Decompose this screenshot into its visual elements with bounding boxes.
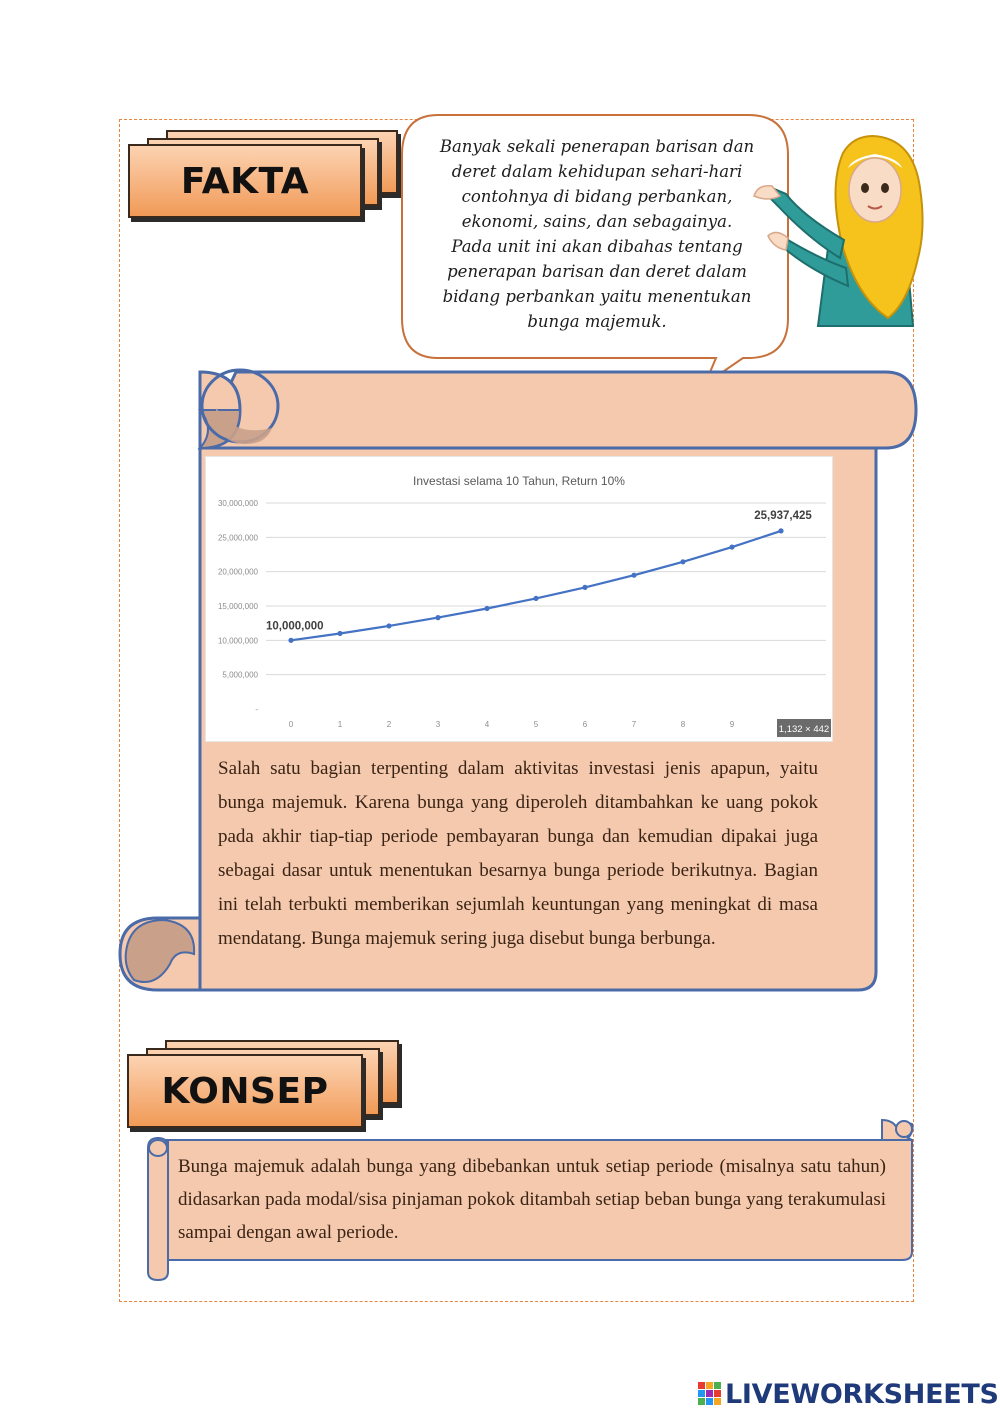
y-tick-label: 15,000,000 [217, 602, 258, 611]
x-tick-label: 6 [582, 720, 588, 729]
konsep-banner [127, 1038, 399, 1130]
data-point [729, 544, 734, 549]
x-tick-label: 1 [337, 720, 343, 729]
bubble-line: bunga majemuk. [527, 312, 667, 331]
konsep-title: KONSEP [161, 1070, 329, 1112]
x-tick-label: 4 [484, 720, 490, 729]
x-tick-label: 7 [631, 720, 637, 729]
bubble-line: penerapan barisan dan deret dalam [447, 262, 747, 281]
liveworksheets-grid-icon [697, 1381, 723, 1407]
data-point [337, 631, 342, 636]
bubble-line: contohnya di bidang perbankan, [461, 187, 733, 206]
series-line [291, 531, 781, 640]
investment-chart [205, 456, 833, 742]
konsep-paragraph: Bunga majemuk adalah bunga yang dibebankan untuk setiap periode (misalnya satu tahun) didasarkan pada modal/sisa pinjaman pokok ditambah setiap beban bunga yang terakumulasi sampai dengan awal periode. [178, 1156, 886, 1243]
bubble-line: Pada unit ini akan dibahas tentang [451, 237, 743, 256]
bubble-line: Banyak sekali penerapan barisan dan [439, 137, 755, 156]
x-tick-label: 8 [680, 720, 686, 729]
bubble-line: deret dalam kehidupan sehari-hari [451, 162, 743, 181]
x-tick-label: 5 [533, 720, 539, 729]
bubble-line: ekonomi, sains, dan sebagainya. [461, 212, 733, 231]
data-point [435, 615, 440, 620]
data-point [484, 606, 489, 611]
fakta-paragraph: Salah satu bagian terpenting dalam aktivitas investasi jenis apapun, yaitu bunga majemuk. Karena bunga yang diperoleh ditambahkan ke uang pokok pada akhir tiap-tiap periode pembayaran bunga dan kemudian dipakai juga sebagai dasar untuk menentukan besarnya bunga periode berikutnya. Bagian ini telah terbukti memberikan sejumlah keuntungan yang meningkat di masa mendatang. Bunga majemuk sering juga disebut bunga berbunga. [218, 758, 818, 949]
fakta-title: FAKTA [180, 160, 310, 202]
bubble-line: bidang perbankan yaitu menentukan [442, 287, 752, 306]
x-tick-label: 0 [288, 720, 294, 729]
bubble-text [420, 134, 774, 334]
data-point [680, 559, 685, 564]
data-label: 10,000,000 [266, 620, 324, 633]
chart-svg [206, 457, 832, 741]
y-tick-label: 25,000,000 [217, 533, 258, 543]
y-tick-label: - [255, 705, 258, 714]
fakta-banner [128, 128, 400, 220]
size-badge: 1,132 × 442 [778, 724, 830, 735]
data-point [533, 596, 538, 601]
data-label: 25,937,425 [754, 509, 812, 522]
x-tick-label: 2 [386, 720, 392, 729]
data-point [288, 638, 293, 643]
liveworksheets-logo[interactable] [697, 1378, 999, 1410]
y-tick-label: 30,000,000 [217, 499, 258, 508]
data-point [631, 573, 636, 578]
chart-title: Investasi selama 10 Tahun, Return 10% [413, 474, 625, 488]
teacher-illustration [748, 128, 928, 328]
y-tick-label: 5,000,000 [222, 670, 258, 680]
x-tick-label: 3 [435, 720, 441, 729]
logo-text: LIVEWORKSHEETS [725, 1378, 999, 1410]
y-tick-label: 10,000,000 [217, 636, 258, 646]
data-point [386, 623, 391, 628]
y-tick-label: 20,000,000 [217, 567, 258, 577]
x-tick-label: 9 [729, 720, 735, 729]
data-point [778, 528, 783, 533]
data-point [582, 585, 587, 590]
